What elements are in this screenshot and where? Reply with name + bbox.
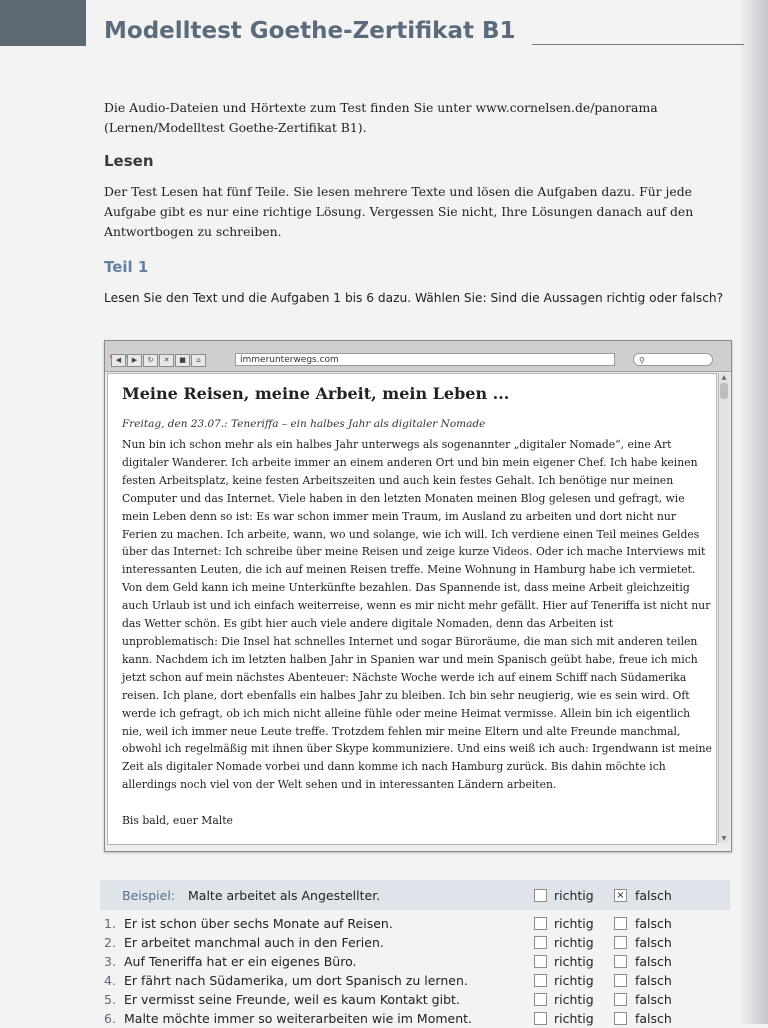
home-icon[interactable]: ⌂ — [191, 354, 206, 367]
scroll-thumb[interactable] — [720, 383, 728, 399]
item-statement: Er fährt nach Südamerika, um dort Spanisch zu lernen. — [124, 973, 468, 988]
falsch-checkbox[interactable] — [614, 955, 627, 968]
list-item — [104, 952, 724, 971]
browser-window — [104, 340, 732, 852]
blog-title: Meine Reisen, meine Arbeit, mein Leben ... — [122, 384, 510, 403]
richtig-checkbox[interactable] — [534, 917, 547, 930]
search-icon: ⚲ — [639, 356, 645, 365]
item-number: 4. — [104, 973, 116, 988]
falsch-checkbox[interactable] — [614, 1012, 627, 1025]
list-item — [104, 990, 724, 1009]
item-statement: Malte möchte immer so weiterarbeiten wie im Moment. — [124, 1011, 473, 1026]
intro-text: Die Audio-Dateien und Hörtexte zum Test finden Sie unter www.cornelsen.de/panorama (Lernen/Modelltest Goethe-Zertifikat B1). — [104, 100, 658, 135]
address-bar[interactable]: immerunterwegs.com — [235, 353, 615, 366]
falsch-label: falsch — [635, 935, 672, 950]
richtig-label: richtig — [554, 1011, 594, 1026]
scrollbar[interactable] — [718, 373, 729, 843]
blog-signature: Bis bald, euer Malte — [122, 814, 233, 827]
richtig-label: richtig — [554, 992, 594, 1007]
falsch-label: falsch — [635, 992, 672, 1007]
richtig-label: richtig — [554, 916, 594, 931]
richtig-label: richtig — [554, 935, 594, 950]
title-rule — [532, 44, 744, 45]
task-instructions: Lesen Sie den Text und die Aufgaben 1 bis 6 dazu. Wählen Sie: Sind die Aussagen richtig oder falsch? — [104, 291, 724, 305]
list-item — [104, 1009, 724, 1028]
bookmark-icon[interactable]: ■ — [175, 354, 190, 367]
falsch-label: falsch — [635, 954, 672, 969]
statement-list — [104, 914, 724, 1028]
blog-body: Nun bin ich schon mehr als ein halbes Jahr unterwegs als sogenannter „digitaler Nomade“, eine Art digitaler Wanderer. Ich arbeite immer an einem anderen Ort und bin mein eigener Chef. Ich habe keinen festen Arbeitsplatz, keine festen Arbeitszeiten und auch kein festes Gehalt. Ich benötige nur meinen Computer und das Internet. Viele haben in den letzten Monaten meinen Blog gelesen und gefragt, wie mein Leben denn so ist: Es war schon immer mein Traum, im Ausland zu arbeiten und dort nicht nur Ferien zu machen. Ich arbeite, wann, wo und solange, wie ich will. Ich verdiene einen Teil meines Geldes über das Internet: Ich schreibe über meine Reisen und zeige kurze Videos. Oder ich mache Interviews mit interessanten Leuten, die ich auf meinen Reisen treffe. Meine Wohnung in Hamburg habe ich vermietet. Von dem Geld kann ich meine Unterkünfte bezahlen. Das Spannende ist, dass meine Arbeit gleichzeitig auch Urlaub ist und ich einfach weiterreise, wenn es mir nicht mehr gefällt. Hier auf Teneriffa ist nicht nur das Wetter schön. Es gibt hier auch viele andere digitale Nomaden, denn das Arbeiten ist unproblematisch: Die Insel hat schnelles Internet und sogar Büroräume, die man sich mit anderen teilen kann. Nachdem ich im letzten halben Jahr in Spanien war und mein Spanisch geübt habe, freue ich mich jetzt schon auf mein nächstes Abenteuer: Nächste Woche werde ich auf einem Schiff nach Südamerika reisen. Ich plane, dort ebenfalls ein halbes Jahr zu bleiben. Ich bin sehr neugierig, wie es sein wird. Oft werde ich gefragt, ob ich mich nicht alleine fühle oder meine Heimat vermisse. Allein bin ich eigentlich nie, weil ich immer neue Leute treffe. Trotzdem fehlen mir meine Eltern und alte Freunde manchmal, obwohl ich regelmäßig mit ihnen über Skype kommuniziere. Und eins weiß ich auch: Irgendwann ist meine Zeit als digitaler Nomade vorbei und dann komme ich nach Hamburg zurück. Bis dahin möchte ich allerdings noch viel von der Welt sehen und in interessanten Ländern arbeiten. — [122, 438, 712, 792]
part-heading: Teil 1 — [104, 258, 149, 276]
section-instructions: Der Test Lesen hat fünf Teile. Sie lesen mehrere Texte und lösen die Aufgaben dazu. Für jede Aufgabe gibt es nur eine richtige Lösung. Vergessen Sie nicht, Ihre Lösungen danach auf den Antwortbogen zu schreiben. — [104, 184, 694, 239]
richtig-checkbox[interactable] — [534, 936, 547, 949]
richtig-label: richtig — [554, 973, 594, 988]
browser-toolbar — [105, 341, 731, 372]
list-item — [104, 933, 724, 952]
stop-icon[interactable]: ✕ — [159, 354, 174, 367]
richtig-checkbox[interactable] — [534, 974, 547, 987]
item-statement: Er arbeitet manchmal auch in den Ferien. — [124, 935, 384, 950]
list-item — [104, 971, 724, 990]
example-richtig-label: richtig — [554, 888, 594, 903]
blog-date: Freitag, den 23.07.: Teneriffa – ein halbes Jahr als digitaler Nomade — [122, 418, 486, 430]
blog-content — [107, 373, 717, 845]
example-row — [100, 880, 730, 910]
example-label: Beispiel: — [122, 888, 176, 903]
corner-tab — [0, 0, 86, 46]
falsch-checkbox[interactable] — [614, 993, 627, 1006]
back-icon[interactable]: ◀ — [111, 354, 126, 367]
page-title: Modelltest Goethe-Zertifikat B1 — [104, 18, 516, 44]
item-number: 1. — [104, 916, 116, 931]
scroll-up-icon[interactable]: ▲ — [721, 374, 727, 381]
item-statement: Auf Teneriffa hat er ein eigenes Büro. — [124, 954, 357, 969]
browser-search-field[interactable] — [633, 353, 713, 366]
richtig-checkbox[interactable] — [534, 1012, 547, 1025]
window-controls — [110, 344, 128, 350]
scroll-down-icon[interactable]: ▼ — [721, 835, 727, 842]
richtig-checkbox[interactable] — [534, 993, 547, 1006]
example-statement: Malte arbeitet als Angestellter. — [188, 888, 381, 903]
falsch-label: falsch — [635, 916, 672, 931]
item-number: 5. — [104, 992, 116, 1007]
reload-icon[interactable]: ↻ — [143, 354, 158, 367]
richtig-label: richtig — [554, 954, 594, 969]
item-statement: Er ist schon über sechs Monate auf Reisen. — [124, 916, 393, 931]
example-richtig-checkbox[interactable] — [534, 889, 547, 902]
falsch-checkbox[interactable] — [614, 936, 627, 949]
item-number: 3. — [104, 954, 116, 969]
list-item — [104, 914, 724, 933]
example-falsch-label: falsch — [635, 888, 672, 903]
example-falsch-checkbox[interactable]: × — [614, 889, 627, 902]
forward-icon[interactable]: ▶ — [127, 354, 142, 367]
item-statement: Er vermisst seine Freunde, weil es kaum Kontakt gibt. — [124, 992, 460, 1007]
falsch-label: falsch — [635, 973, 672, 988]
falsch-checkbox[interactable] — [614, 974, 627, 987]
falsch-checkbox[interactable] — [614, 917, 627, 930]
section-heading-lesen: Lesen — [104, 152, 154, 170]
falsch-label: falsch — [635, 1011, 672, 1026]
richtig-checkbox[interactable] — [534, 955, 547, 968]
page-spine-shadow — [738, 0, 768, 1024]
item-number: 2. — [104, 935, 116, 950]
item-number: 6. — [104, 1011, 116, 1026]
